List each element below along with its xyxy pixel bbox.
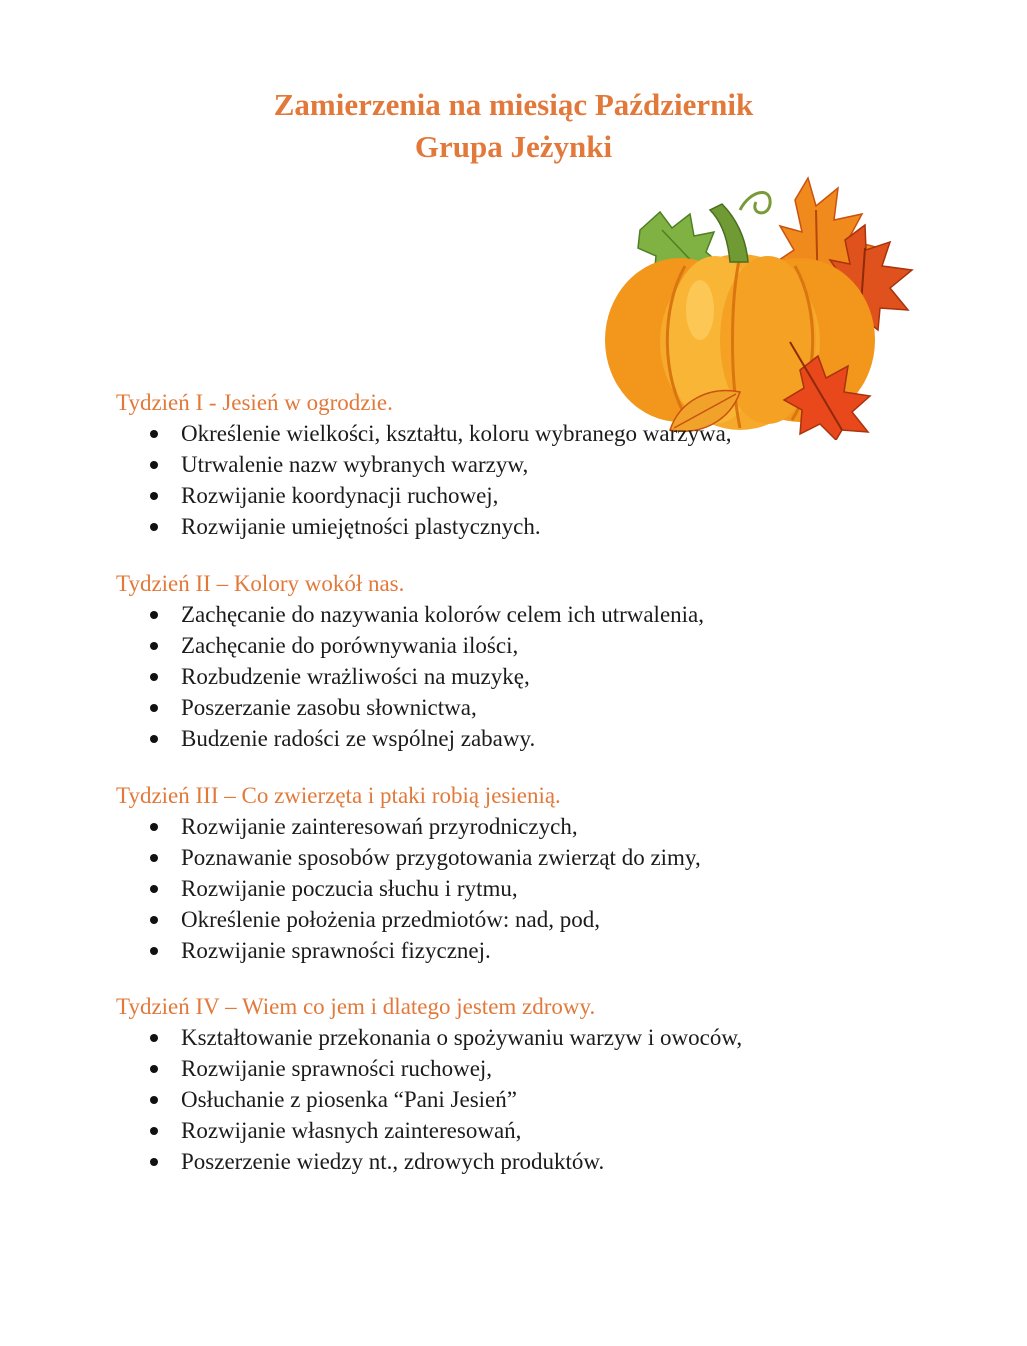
- list-item: [116, 630, 976, 661]
- list-item-text: Rozwijanie zainteresowań przyrodniczych,: [181, 814, 578, 839]
- bullet-icon: [150, 854, 158, 862]
- bullet-icon: [150, 523, 158, 531]
- list-item: [116, 480, 976, 511]
- week-heading: Tydzień I - Jesień w ogrodzie.: [116, 390, 393, 415]
- list-item-text: Utrwalenie nazw wybranych warzyw,: [181, 452, 529, 477]
- bullet-icon: [150, 642, 158, 650]
- bullet-icon: [150, 492, 158, 500]
- bullet-icon: [150, 704, 158, 712]
- title-line-1: Zamierzenia na miesiąc Październik: [273, 87, 754, 122]
- list-item-text: Rozwijanie sprawności ruchowej,: [181, 1056, 493, 1081]
- week-section-4: [116, 991, 976, 1177]
- bullet-icon: [150, 823, 158, 831]
- list-item-text: Osłuchanie z piosenka “Pani Jesień”: [181, 1087, 517, 1112]
- goal-list: [116, 811, 976, 966]
- list-item: [116, 935, 976, 966]
- week-section-3: [116, 780, 976, 966]
- list-item-text: Poszerzenie wiedzy nt., zdrowych produktów.: [181, 1149, 605, 1174]
- week-heading: Tydzień III – Co zwierzęta i ptaki robią jesienią.: [116, 783, 561, 808]
- list-item: [116, 1053, 976, 1084]
- list-item-text: Rozwijanie koordynacji ruchowej,: [181, 483, 499, 508]
- list-item: [116, 1022, 976, 1053]
- bullet-icon: [150, 673, 158, 681]
- list-item-text: Poszerzanie zasobu słownictwa,: [181, 695, 477, 720]
- bullet-icon: [150, 916, 158, 924]
- list-item: [116, 873, 976, 904]
- list-item-text: Rozwijanie własnych zainteresowań,: [181, 1118, 522, 1143]
- list-item: [116, 811, 976, 842]
- page-title: [0, 84, 1027, 168]
- list-item: [116, 842, 976, 873]
- bullet-icon: [150, 1096, 158, 1104]
- list-item: [116, 449, 976, 480]
- list-item-text: Rozwijanie umiejętności plastycznych.: [181, 514, 541, 539]
- list-item-text: Rozwijanie sprawności fizycznej.: [181, 938, 491, 963]
- goal-list: [116, 418, 976, 542]
- week-section-2: [116, 568, 976, 754]
- bullet-icon: [150, 430, 158, 438]
- title-line-2: Grupa Jeżynki: [414, 129, 613, 164]
- list-item: [116, 1115, 976, 1146]
- list-item: [116, 692, 976, 723]
- bullet-icon: [150, 1034, 158, 1042]
- bullet-icon: [150, 461, 158, 469]
- list-item-text: Budzenie radości ze wspólnej zabawy.: [181, 726, 536, 751]
- goal-list: [116, 599, 976, 754]
- list-item: [116, 904, 976, 935]
- bullet-icon: [150, 611, 158, 619]
- list-item: [116, 511, 976, 542]
- bullet-icon: [150, 735, 158, 743]
- list-item-text: Zachęcanie do porównywania ilości,: [181, 633, 519, 658]
- list-item-text: Rozwijanie poczucia słuchu i rytmu,: [181, 876, 518, 901]
- bullet-icon: [150, 947, 158, 955]
- list-item: [116, 418, 976, 449]
- list-item: [116, 661, 976, 692]
- list-item-text: Poznawanie sposobów przygotowania zwierząt do zimy,: [181, 845, 701, 870]
- list-item-text: Określenie wielkości, kształtu, koloru wybranego warzywa,: [181, 421, 732, 446]
- bullet-icon: [150, 885, 158, 893]
- week-heading: Tydzień IV – Wiem co jem i dlatego jestem zdrowy.: [116, 994, 596, 1019]
- list-item-text: Rozbudzenie wrażliwości na muzykę,: [181, 664, 530, 689]
- list-item-text: Zachęcanie do nazywania kolorów celem ich utrwalenia,: [181, 602, 705, 627]
- list-item: [116, 1084, 976, 1115]
- list-item-text: Określenie położenia przedmiotów: nad, pod,: [181, 907, 600, 932]
- bullet-icon: [150, 1127, 158, 1135]
- bullet-icon: [150, 1065, 158, 1073]
- list-item: [116, 1146, 976, 1177]
- bullet-icon: [150, 1158, 158, 1166]
- list-item: [116, 599, 976, 630]
- goal-list: [116, 1022, 976, 1177]
- list-item: [116, 723, 976, 754]
- list-item-text: Kształtowanie przekonania o spożywaniu warzyw i owoców,: [181, 1025, 743, 1050]
- week-section-1: [116, 387, 976, 542]
- week-heading: Tydzień II – Kolory wokół nas.: [116, 571, 405, 596]
